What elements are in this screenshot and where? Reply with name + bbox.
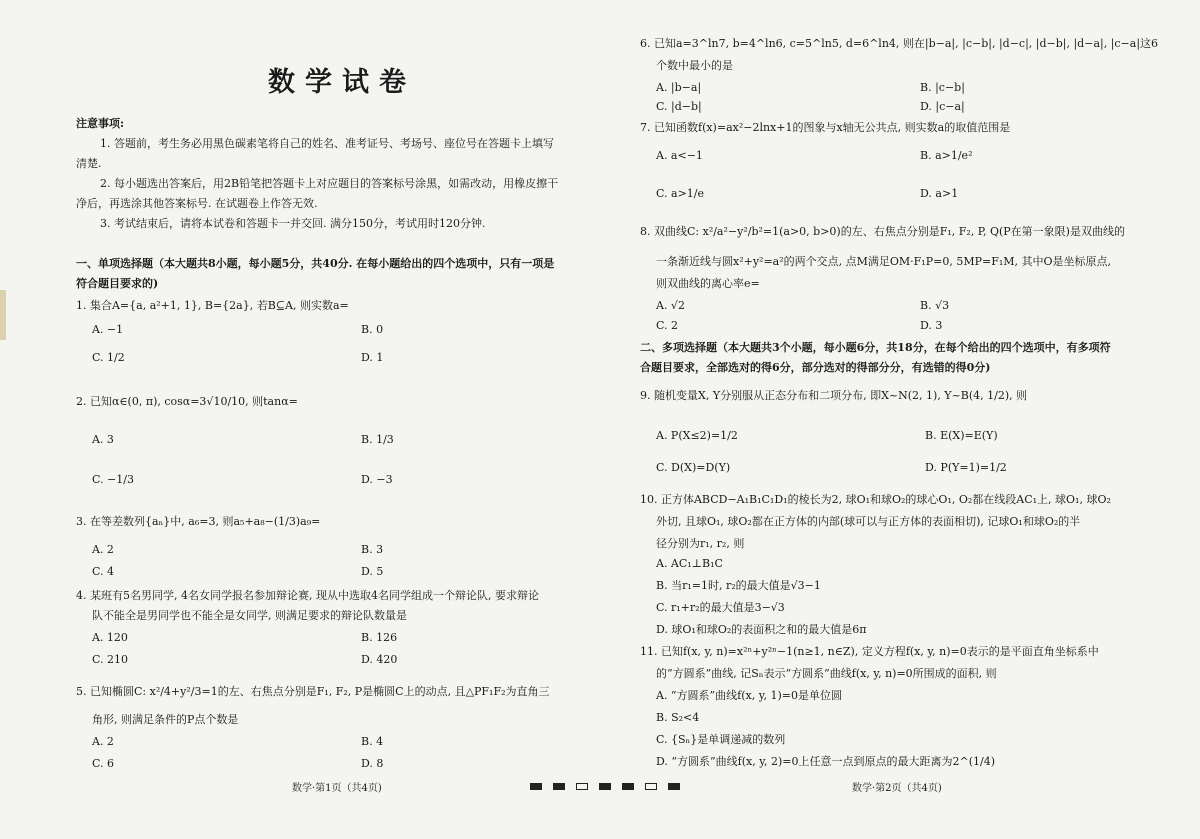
option: B. 126 xyxy=(361,631,398,644)
option: B. 1/3 xyxy=(361,433,394,446)
option: B. 当r₁=1时, r₂的最大值是√3−1 xyxy=(656,579,821,592)
question-stem: 1. 集合A={a, a²+1, 1}, B={2a}, 若B⊆A, 则实数a= xyxy=(76,299,349,312)
option: A. −1 xyxy=(92,323,124,336)
section-heading-cont: 符合题目要求的) xyxy=(76,277,159,290)
section-heading-cont: 合题目要求，全部选对的得6分，部分选对的得部分分，有选错的得0分) xyxy=(640,361,991,374)
paper-fold-mark xyxy=(0,290,6,340)
option: D. P(Y=1)=1/2 xyxy=(925,461,1007,474)
footer-page-2: 数学·第2页（共4页) xyxy=(852,783,942,794)
option: A. AC₁⊥B₁C xyxy=(656,557,723,570)
option: C. a>1/e xyxy=(656,187,705,200)
option: A. 2 xyxy=(92,735,114,748)
option: A. “方圆系”曲线f(x, y, 1)=0是单位圆 xyxy=(656,689,842,702)
option: D. a>1 xyxy=(920,187,959,200)
option: C. 4 xyxy=(92,565,115,578)
binding-mark xyxy=(668,783,680,790)
option: A. 2 xyxy=(92,543,114,556)
option: C. |d−b| xyxy=(656,100,702,113)
binding-mark xyxy=(599,783,611,790)
option: D. 8 xyxy=(361,757,384,770)
question-stem-cont: 角形, 则满足条件的P点个数是 xyxy=(92,713,239,726)
binding-mark xyxy=(553,783,565,790)
option: C. 6 xyxy=(92,757,115,770)
binding-mark xyxy=(622,783,634,790)
option: D. 5 xyxy=(361,565,384,578)
question-stem-cont: 则双曲线的离心率e= xyxy=(656,277,760,290)
option: B. √3 xyxy=(920,299,950,312)
notice-line: 净后，再选涂其他答案标号. 在试题卷上作答无效. xyxy=(76,197,318,210)
option: B. 0 xyxy=(361,323,384,336)
question-stem-cont: 一条渐近线与圆x²+y²=a²的两个交点, 点M满足OM·F₁P=0, 5MP=F₁M, 其中O是坐标原点, xyxy=(656,255,1112,268)
option: C. −1/3 xyxy=(92,473,134,486)
option: A. a<−1 xyxy=(656,149,703,162)
question-stem-cont: 外切, 且球O₁, 球O₂都在正方体的内部(球可以与正方体的表面相切), 记球O₁和球O₂的半 xyxy=(656,515,1081,528)
notice-line: 清楚. xyxy=(76,157,102,170)
option: C. r₁+r₂的最大值是3−√3 xyxy=(656,601,785,614)
question-stem: 10. 正方体ABCD−A₁B₁C₁D₁的棱长为2, 球O₁和球O₂的球心O₁, O₂都在线段AC₁上, 球O₁, 球O₂ xyxy=(640,493,1111,506)
question-stem-cont: 个数中最小的是 xyxy=(656,59,733,72)
question-stem: 8. 双曲线C: x²/a²−y²/b²=1(a>0, b>0)的左、右焦点分别是F₁, F₂, P, Q(P在第一象限)是双曲线的 xyxy=(640,225,1125,238)
option: C. 2 xyxy=(656,319,679,332)
notice-line: 1. 答题前，考生务必用黑色碳素笔将自己的姓名、准考证号、考场号、座位号在答题卡上填写 xyxy=(100,137,554,150)
option: B. 4 xyxy=(361,735,384,748)
option: D. 420 xyxy=(361,653,398,666)
question-stem-cont: 径分别为r₁, r₂, 则 xyxy=(656,537,745,550)
binding-mark xyxy=(645,783,657,790)
notice-line: 2. 每小题选出答案后，用2B铅笔把答题卡上对应题目的答案标号涂黑，如需改动，用橡皮擦干 xyxy=(100,177,559,190)
notice-heading: 注意事项: xyxy=(76,117,125,130)
notice-line: 3. 考试结束后，请将本试卷和答题卡一并交回. 满分150分，考试用时120分钟. xyxy=(100,217,486,230)
option: C. {Sₙ}是单调递减的数列 xyxy=(656,733,786,746)
option: A. 120 xyxy=(92,631,128,644)
option: C. 1/2 xyxy=(92,351,125,364)
option: D. 球O₁和球O₂的表面积之和的最大值是6π xyxy=(656,623,867,636)
section-heading: 二、多项选择题（本大题共3个小题，每小题6分，共18分，在每个给出的四个选项中，有多项符 xyxy=(640,341,1111,354)
option: B. S₂<4 xyxy=(656,711,700,724)
option: D. |c−a| xyxy=(920,100,965,113)
option: A. 3 xyxy=(92,433,114,446)
footer-page-1: 数学·第1页（共4页) xyxy=(292,783,382,794)
option: D. 3 xyxy=(920,319,943,332)
option: B. E(X)=E(Y) xyxy=(925,429,998,442)
question-stem-cont: 的“方圆系”曲线, 记Sₙ表示“方圆系”曲线f(x, y, n)=0所围成的面积, 则 xyxy=(656,667,997,680)
option: B. 3 xyxy=(361,543,384,556)
question-stem: 7. 已知函数f(x)=ax²−2lnx+1的图象与x轴无公共点, 则实数a的取值范围是 xyxy=(640,121,1011,134)
question-stem: 3. 在等差数列{aₙ}中, a₆=3, 则a₅+a₈−(1/3)a₉= xyxy=(76,515,321,528)
option: D. 1 xyxy=(361,351,384,364)
question-stem: 5. 已知椭圆C: x²/4+y²/3=1的左、右焦点分别是F₁, F₂, P是椭圆C上的动点, 且△PF₁F₂为直角三 xyxy=(76,685,550,698)
option: A. P(X≤2)=1/2 xyxy=(656,429,738,442)
option: B. a>1/e² xyxy=(920,149,973,162)
option: A. |b−a| xyxy=(656,81,702,94)
question-stem-cont: 队不能全是男同学也不能全是女同学, 则满足要求的辩论队数量是 xyxy=(92,609,407,622)
question-stem: 4. 某班有5名男同学, 4名女同学报名参加辩论赛, 现从中选取4名同学组成一个辩论队, 要求辩论 xyxy=(76,589,539,602)
question-stem: 11. 已知f(x, y, n)=x²ⁿ+y²ⁿ−1(n≥1, n∈Z), 定义方程f(x, y, n)=0表示的是平面直角坐标系中 xyxy=(640,645,1099,658)
option: B. |c−b| xyxy=(920,81,965,94)
page-title: 数学试卷 xyxy=(268,67,416,98)
option: D. −3 xyxy=(361,473,393,486)
section-heading: 一、单项选择题（本大题共8小题，每小题5分，共40分. 在每小题给出的四个选项中，只有一项是 xyxy=(76,257,555,270)
binding-mark xyxy=(576,783,588,790)
option: C. D(X)=D(Y) xyxy=(656,461,731,474)
question-stem: 9. 随机变量X, Y分别服从正态分布和二项分布, 即X~N(2, 1), Y~B(4, 1/2), 则 xyxy=(640,389,1028,402)
option: D. “方圆系”曲线f(x, y, 2)=0上任意一点到原点的最大距离为2^(1/4) xyxy=(656,755,995,768)
question-stem: 6. 已知a=3^ln7, b=4^ln6, c=5^ln5, d=6^ln4, 则在|b−a|, |c−b|, |d−c|, |d−b|, |d−a|, |c−a|这6 xyxy=(640,37,1159,50)
option: A. √2 xyxy=(656,299,685,312)
option: C. 210 xyxy=(92,653,129,666)
binding-mark xyxy=(530,783,542,790)
question-stem: 2. 已知α∈(0, π), cosα=3√10/10, 则tanα= xyxy=(76,395,298,408)
